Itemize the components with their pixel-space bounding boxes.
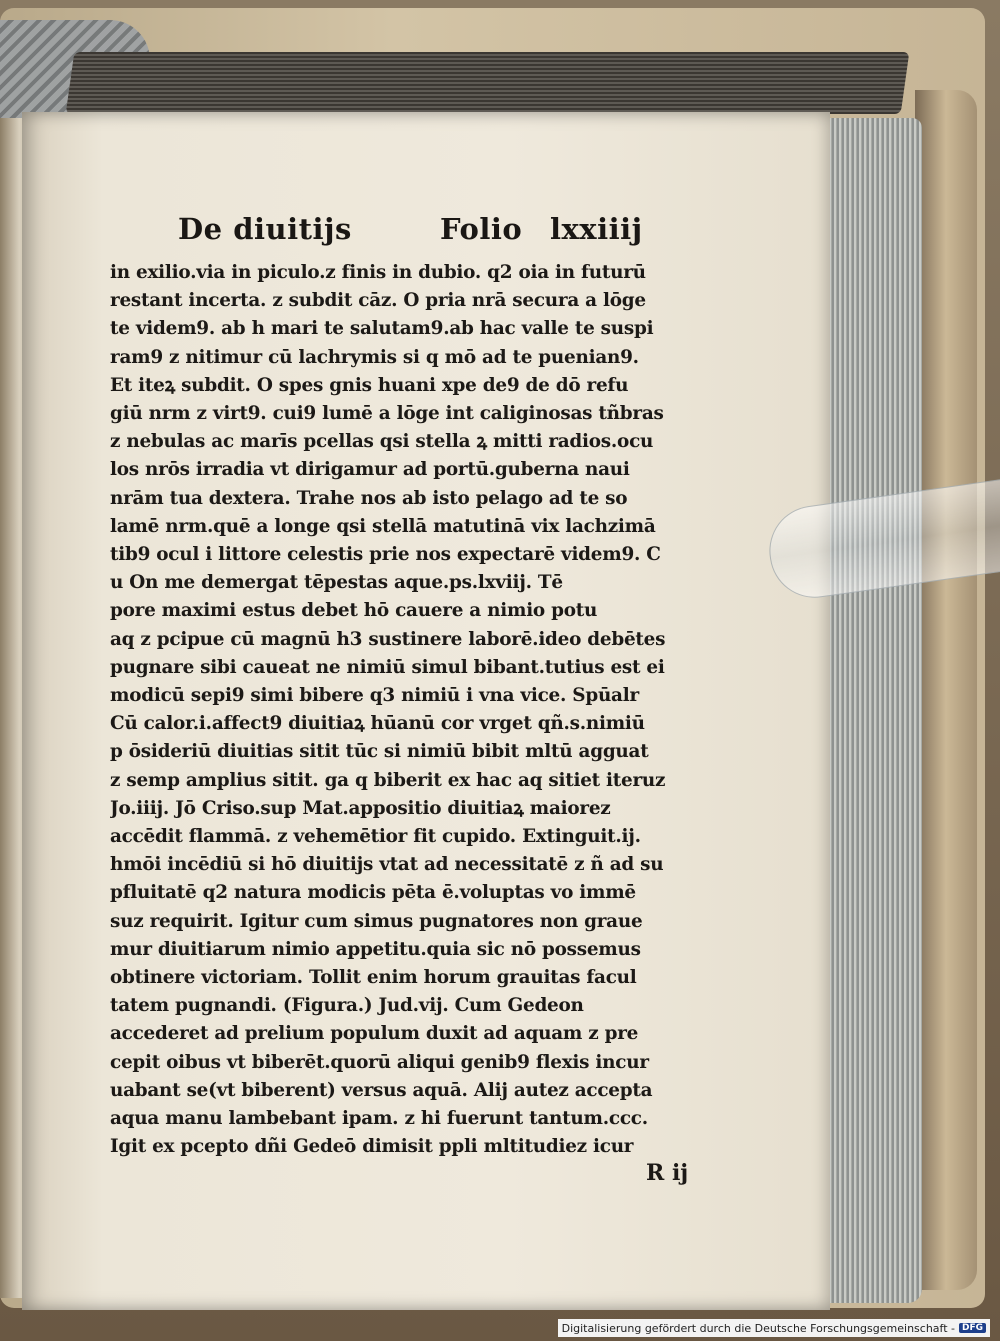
body-text (110, 258, 722, 1158)
footer-text: Digitalisierung gefördert durch die Deutsche Forschungsgemeinschaft - (561, 1321, 955, 1335)
text-line: tatem pugnandi. (Figura.) Jud.vij. Cum Gedeon (110, 995, 584, 1017)
text-line: in exilio.via in piculo.z finis in dubio. q2 oia in futurū (110, 262, 646, 283)
text-line: u On me demergat tēpestas aque.ps.lxviij. Tē (110, 572, 563, 594)
signature-mark: R ij (646, 1160, 689, 1186)
page-top-edge (66, 52, 910, 114)
text-line: Igit ex pcepto dñi Gedeō dimisit ppli mltitudiez icur (110, 1136, 634, 1158)
text-line: pfluitatē q2 natura modicis pēta ē.voluptas vo immē (110, 882, 636, 904)
text-line: p ōsideriū diuitias sitit tūc si nimiū bibit mltū agguat (110, 741, 649, 763)
running-head-title: De diuitijs (178, 212, 352, 246)
running-head-folio-number: lxxiiij (550, 212, 643, 246)
dfg-logo: DFG (959, 1323, 986, 1333)
text-line: giū nrm z virt9. cui9 lumē a lōge int caliginosas tñbras (110, 403, 664, 424)
text-line: mur diuitiarum nimio appetitu.quia sic nō possemus (110, 938, 641, 960)
text-line: Cū calor.i.affect9 diuitiaꝝ hūanū cor vrget qñ.s.nimiū (110, 713, 645, 735)
text-line: obtinere victoriam. Tollit enim horum grauitas facul (110, 967, 637, 988)
text-line: te videm9. ab h mari te salutam9.ab hac valle te suspi (110, 318, 654, 340)
running-head-folio-label: Folio (440, 212, 523, 246)
text-line: cepit oibus vt biberēt.quorū aliqui genib9 flexis incur (110, 1051, 649, 1073)
text-line: nrām tua dextera. Trahe nos ab isto pelago ad te so (110, 487, 628, 509)
back-cover-board (915, 90, 977, 1290)
text-line: restant incerta. z subdit cāz. O pria nrā secura a lōge (110, 290, 646, 312)
text-line: tib9 ocul i littore celestis prie nos expectarē videm9. C (110, 544, 661, 565)
text-line: ram9 z nitimur cū lachrymis si q mō ad te puenian9. (110, 346, 639, 368)
text-line: Et iteꝝ subdit. O spes gnis huani xpe de9 de dō refu (110, 374, 629, 396)
text-line: suz requirit. Igitur cum simus pugnatores non graue (110, 910, 643, 932)
text-line: pugnare sibi caueat ne nimiū simul bibant.tutius est ei (110, 656, 665, 678)
text-line: lamē nrm.quē a longe qsi stellā matutinā vix lachzimā (110, 515, 656, 537)
text-line: accēdit flammā. z vehemētior fit cupido. Extinguit.ij. (110, 826, 641, 847)
text-line: modicū sepi9 simi bibere q3 nimiū i vna vice. Spūalr (110, 685, 639, 706)
footer-credit (558, 1319, 990, 1337)
text-line: accederet ad prelium populum duxit ad aquam z pre (110, 1023, 639, 1045)
text-line: pore maximi estus debet hō cauere a nimio potu (110, 600, 598, 622)
text-line: uabant se(vt biberent) versus aquā. Alij autez accepta (110, 1079, 653, 1101)
text-line: los nrōs irradia vt dirigamur ad portū.guberna naui (110, 459, 630, 481)
text-line: z nebulas ac marīs pcellas qsi stella ꝝ mitti radios.ocu (110, 431, 654, 453)
text-line: aqua manu lambebant ipam. z hi fuerunt tantum.ccc. (110, 1108, 648, 1129)
running-head (178, 212, 658, 260)
text-line: Jo.iiij. Jō Criso.sup Mat.appositio diuitiaꝝ maiorez (110, 797, 611, 819)
text-line: hmōi incēdiū si hō diuitijs vtat ad necessitatē z ñ ad su (110, 854, 664, 876)
text-line: aq z pcipue cū magnū h3 sustinere laborē.ideo debētes (110, 628, 666, 650)
page-stack-edge (822, 118, 922, 1303)
text-line: z semp amplius sitit. ga q biberit ex hac aq sitiet iteruz (110, 769, 666, 791)
